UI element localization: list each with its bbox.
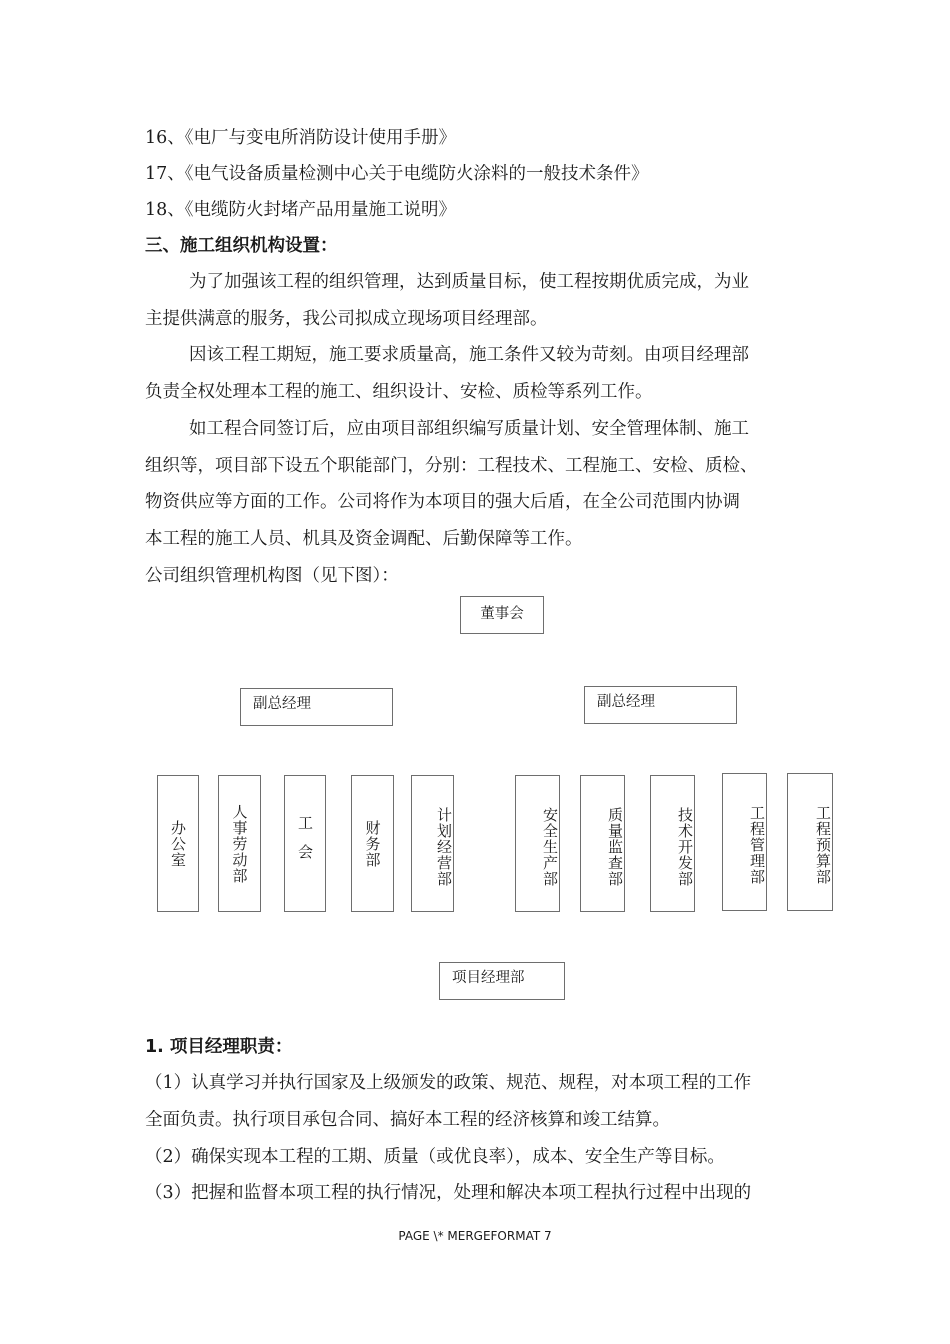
org-box-project-dept: 项目经理部 <box>439 962 565 1000</box>
chart-caption: 公司组织管理机构图（见下图）： <box>145 566 399 586</box>
section-heading: 三、施工组织机构设置： <box>145 236 338 256</box>
duty-line: （2）确保实现本工程的工期、质量（或优良率），成本、安全生产等目标。 <box>145 1147 725 1167</box>
org-dept-safety: 安全生产部 <box>515 775 560 912</box>
paragraph-line: 本工程的施工人员、机具及资金调配、后勤保障等工作。 <box>145 529 583 549</box>
duty-line: （3）把握和监督本项工程的执行情况，处理和解决本项工程执行过程中出现的 <box>145 1183 752 1203</box>
paragraph-line: 组织等，项目部下设五个职能部门，分别：工程技术、工程施工、安检、质检、 <box>145 456 758 476</box>
paragraph-line: 负责全权处理本工程的施工、组织设计、安检、质检等系列工作。 <box>145 382 653 402</box>
org-dept-budget: 工程预算部 <box>787 773 833 911</box>
reference-item: 16、《电厂与变电所消防设计使用手册》 <box>145 128 457 148</box>
paragraph-line: 因该工程工期短，施工要求质量高，施工条件又较为苛刻。由项目经理部 <box>189 345 749 365</box>
org-dept-engineering: 工程管理部 <box>722 773 767 911</box>
reference-item: 17、《电气设备质量检测中心关于电缆防火涂料的一般技术条件》 <box>145 164 649 184</box>
org-dept-finance: 财务部 <box>351 775 394 912</box>
paragraph-line: 物资供应等方面的工作。公司将作为本项目的强大后盾，在全公司范围内协调 <box>145 492 740 512</box>
duty-line: 全面负责。执行项目承包合同、搞好本工程的经济核算和竣工结算。 <box>145 1110 670 1130</box>
org-box-vp-right: 副总经理 <box>584 686 737 724</box>
org-dept-tech: 技术开发部 <box>650 775 695 912</box>
org-dept-office: 办公室 <box>157 775 199 912</box>
org-box-vp-left: 副总经理 <box>240 688 393 726</box>
org-dept-union: 工会 <box>284 775 326 912</box>
org-dept-quality: 质量监查部 <box>580 775 625 912</box>
paragraph-line: 如工程合同签订后，应由项目部组织编写质量计划、安全管理体制、施工 <box>189 419 749 439</box>
reference-item: 18、《电缆防火封堵产品用量施工说明》 <box>145 200 457 220</box>
org-dept-hr: 人事劳动部 <box>218 775 261 912</box>
paragraph-line: 为了加强该工程的组织管理，达到质量目标，使工程按期优质完成，为业 <box>189 272 749 292</box>
paragraph-line: 主提供满意的服务，我公司拟成立现场项目经理部。 <box>145 309 548 329</box>
org-dept-planning: 计划经营部 <box>411 775 454 912</box>
page-footer: PAGE \* MERGEFORMAT 7 <box>398 1229 552 1243</box>
org-box-board: 董事会 <box>460 596 544 634</box>
subsection-heading: 1. 项目经理职责： <box>145 1037 293 1057</box>
duty-line: （1）认真学习并执行国家及上级颁发的政策、规范、规程，对本项工程的工作 <box>145 1073 752 1093</box>
